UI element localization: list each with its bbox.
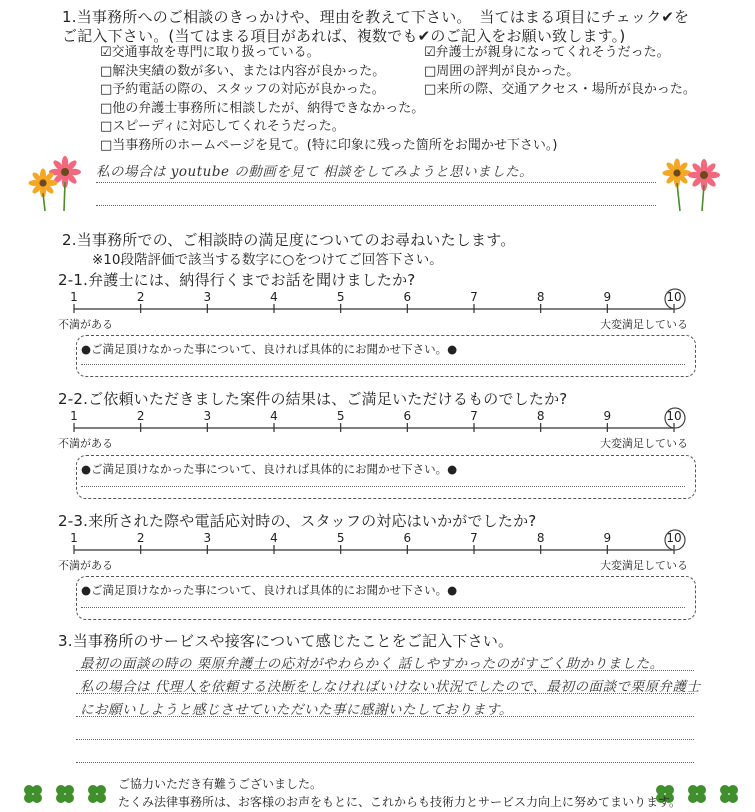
q1-option-specialist[interactable]: ☑交通事故を専門に取り扱っている。: [100, 45, 320, 60]
q2-1-comment-prompt: ●ご満足頂けなかった事について、良ければ具体的にお聞かせ下さい。●: [81, 342, 458, 356]
scale-tick-label[interactable]: 8: [536, 531, 545, 545]
scale-tick-label[interactable]: 7: [470, 531, 478, 545]
scale-tick-label[interactable]: 4: [270, 409, 278, 423]
q2-2-scale-low: 不満がある: [58, 437, 113, 450]
q2-3-comment-line: [81, 607, 685, 608]
scale-tick-label[interactable]: 10: [666, 409, 682, 423]
q2-2-rating-scale[interactable]: [62, 406, 702, 436]
q2-1-comment-line: [81, 364, 685, 365]
scale-tick-label[interactable]: 6: [403, 409, 412, 423]
scale-tick-label[interactable]: 9: [603, 409, 612, 423]
q2-2-scale-high: 大変満足している: [600, 437, 688, 450]
scale-tick-label[interactable]: 6: [403, 290, 412, 304]
scale-tick-label[interactable]: 5: [336, 290, 345, 304]
q1-answer-line-1: [96, 182, 656, 183]
scale-tick-label[interactable]: 3: [203, 531, 212, 545]
scale-tick-label[interactable]: 2: [136, 409, 145, 423]
q2-3-comment-prompt: ●ご満足頂けなかった事について、良ければ具体的にお聞かせ下さい。●: [81, 583, 458, 597]
q2-2-comment-line: [81, 486, 685, 487]
q3-handwritten-line-1: 最初の面談の時の 栗原弁護士の応対がやわらかく 話しやすかったのがすごく助かりました。: [80, 656, 664, 672]
scale-tick-label[interactable]: 6: [403, 531, 412, 545]
q2-3-title: 2-3.来所された際や電話応対時の、スタッフの対応はいかがでしたか?: [58, 512, 537, 530]
q3-line-3: [76, 716, 694, 717]
scale-tick-label[interactable]: 1: [70, 409, 78, 423]
scale-tick-label[interactable]: 7: [470, 290, 478, 304]
scale-tick-label[interactable]: 10: [666, 290, 682, 304]
q2-3-rating-scale[interactable]: [62, 528, 702, 558]
scale-tick-label[interactable]: 3: [203, 409, 212, 423]
clover-icon: [688, 785, 706, 803]
clover-icon: [88, 785, 106, 803]
q1-option-caring-lawyer[interactable]: ☑弁護士が親身になってくれそうだった。: [424, 45, 670, 60]
q1-option-access[interactable]: □来所の際、交通アクセス・場所が良かった。: [424, 82, 696, 98]
q2-2-comment-prompt: ●ご満足頂けなかった事について、良ければ具体的にお聞かせ下さい。●: [81, 462, 458, 476]
footer-thanks: ご協力いただき有難うございました。: [118, 777, 323, 791]
q1-title-line1: 1.当事務所へのご相談のきっかけや、理由を教えて下さい。 当てはまる項目にチェック✔を: [62, 8, 690, 26]
scale-tick-label[interactable]: 9: [603, 290, 612, 304]
q2-note: ※10段階評価で該当する数字に○をつけてご回答下さい。: [92, 252, 443, 268]
q3-line-1: [76, 670, 694, 671]
scale-tick-label[interactable]: 8: [536, 409, 545, 423]
scale-tick-label[interactable]: 9: [603, 531, 612, 545]
q1-option-phone-staff[interactable]: □予約電話の際の、スタッフの対応が良かった。: [100, 82, 385, 98]
q2-1-scale-low: 不満がある: [58, 318, 113, 331]
q3-line-4: [76, 739, 694, 740]
q1-option-homepage[interactable]: □当事務所のホームページを見て。(特に印象に残った箇所をお聞かせ下さい。): [100, 137, 558, 153]
scale-ticks: [70, 530, 685, 554]
scale-ticks: [70, 289, 685, 313]
q1-title-line2: ご記入下さい。(当てはまる項目があれば、複数でも✔のご記入をお願い致します。): [62, 27, 626, 45]
scale-tick-label[interactable]: 2: [136, 531, 145, 545]
q3-title: 3.当事務所のサービスや接客について感じたことをご記入下さい。: [58, 632, 514, 650]
scale-tick-label[interactable]: 4: [270, 290, 278, 304]
scale-tick-label[interactable]: 1: [70, 531, 78, 545]
q2-3-comment-box[interactable]: [76, 576, 696, 620]
scale-tick-label[interactable]: 10: [666, 531, 682, 545]
q2-1-scale-high: 大変満足している: [600, 318, 688, 331]
scale-tick-label[interactable]: 2: [136, 290, 145, 304]
clover-decoration-left: [18, 778, 114, 810]
q2-2-comment-box[interactable]: [76, 455, 696, 499]
q1-option-track-record[interactable]: □解決実績の数が多い、または内容が良かった。: [100, 63, 386, 79]
scale-tick-label[interactable]: 4: [270, 531, 278, 545]
clover-icon: [720, 785, 738, 803]
q2-1-comment-box[interactable]: [76, 335, 696, 377]
q1-option-other-office[interactable]: □他の弁護士事務所に相談したが、納得できなかった。: [100, 100, 425, 116]
scale-tick-label[interactable]: 5: [336, 409, 345, 423]
q2-3-scale-low: 不満がある: [58, 559, 113, 572]
q1-option-reputation[interactable]: □周囲の評判が良かった。: [424, 63, 580, 79]
flower-decoration-left: [28, 155, 86, 213]
flower-decoration-right: [660, 155, 724, 213]
scale-tick-label[interactable]: 7: [470, 409, 478, 423]
scale-tick-label[interactable]: 1: [70, 290, 78, 304]
q2-1-rating-scale[interactable]: [62, 287, 702, 317]
q1-option-speedy[interactable]: □スピーディに対応してくれそうだった。: [100, 119, 345, 135]
scale-tick-label[interactable]: 3: [203, 290, 212, 304]
q1-handwritten-answer: 私の場合は youtube の動画を見て 相談をしてみようと思いました。: [96, 164, 534, 180]
q2-1-title: 2-1.弁護士には、納得行くまでお話を聞けましたか?: [58, 271, 416, 289]
scale-ticks: [70, 408, 685, 432]
footer-message: たくみ法律事務所は、お客様のお声をもとに、これからも技術力とサービス力向上に努めてまいります。: [118, 795, 682, 809]
q3-handwritten-line-2: 私の場合は 代理人を依頼する決断をしなければいけない状況でしたので、最初の面談で栗原弁護士: [80, 679, 701, 695]
scale-tick-label[interactable]: 8: [536, 290, 545, 304]
q1-options-right: [424, 44, 696, 100]
q1-answer-line-2: [96, 205, 656, 206]
q3-line-5: [76, 762, 694, 763]
q3-handwritten-line-3: にお願いしようと感じさせていただいた事に感謝いたしております。: [80, 702, 513, 718]
q2-title: 2.当事務所での、ご相談時の満足度についてのお尋ねいたします。: [62, 231, 516, 249]
q2-2-title: 2-2.ご依頼いただきました案件の結果は、ご満足いただけるものでしたか?: [58, 390, 568, 408]
scale-tick-label[interactable]: 5: [336, 531, 345, 545]
q3-line-2: [76, 693, 694, 694]
q2-3-scale-high: 大変満足している: [600, 559, 688, 572]
clover-icon: [24, 785, 42, 803]
clover-icon: [56, 785, 74, 803]
